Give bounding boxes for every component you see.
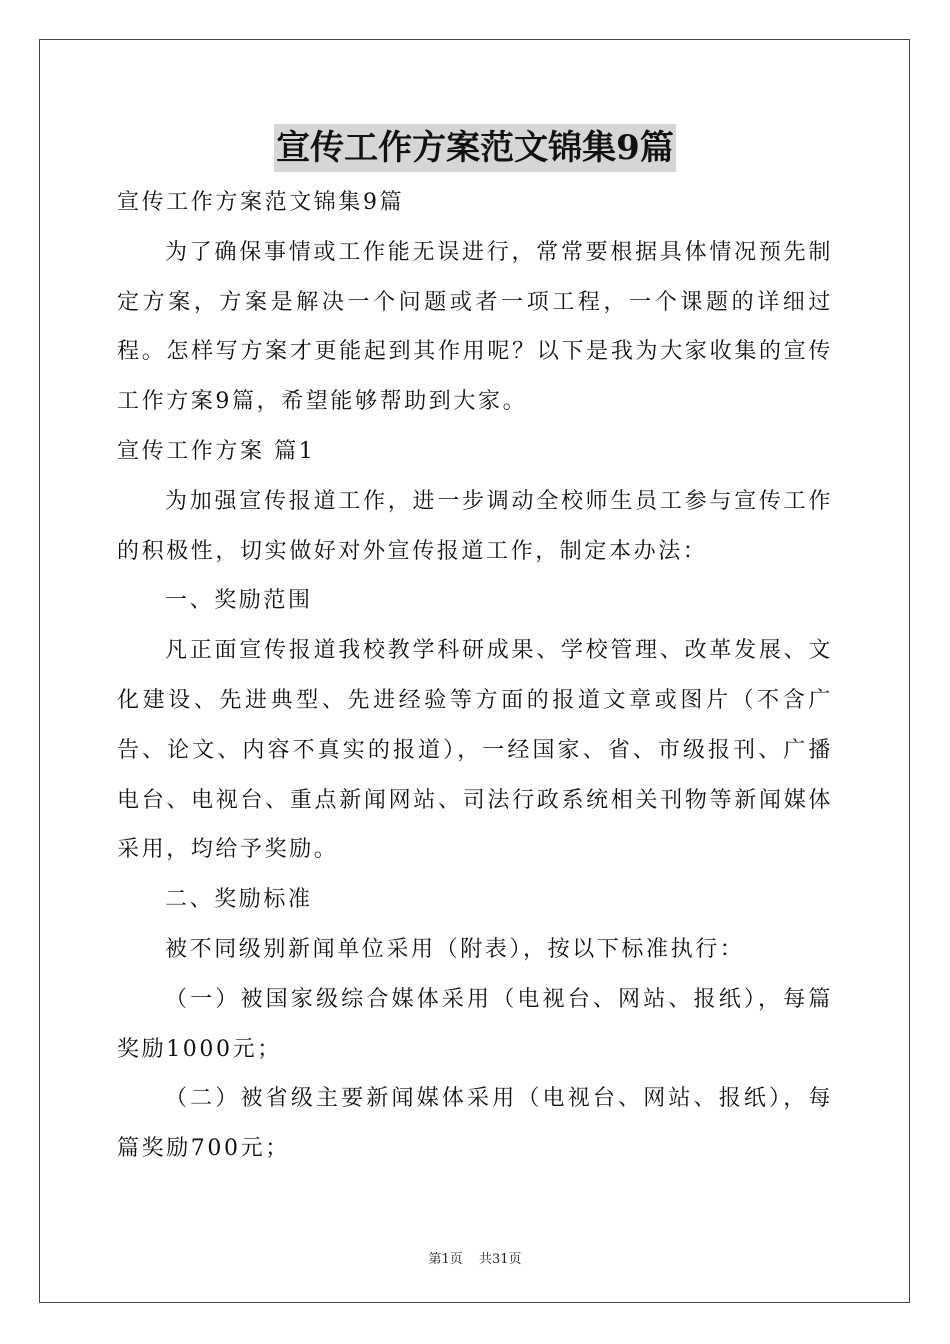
paragraph-national-reward: （一）被国家级综合媒体采用（电视台、网站、报纸），每篇奖励1000元； [117,986,833,1062]
document-title: 宣传工作方案范文锦集9篇 [274,124,676,172]
heading-reward-scope: 一、奖励范围 [165,588,313,614]
paragraph-provincial-reward: （二）被省级主要新闻媒体采用（电视台、网站、报纸），每篇奖励700元； [117,1086,833,1162]
page-footer [0,1248,950,1267]
page-number: 第1页 [428,1252,463,1267]
paragraph-standard-intro: 被不同级别新闻单位采用（附表），按以下标准执行： [165,936,745,962]
title-container [0,124,950,172]
section-heading-1: 宣传工作方案 篇1 [117,438,316,464]
paragraph-purpose: 为加强宣传报道工作，进一步调动全校师生员工参与宣传工作的积极性，切实做好对外宣传报道工作，制定本办法： [117,488,833,564]
intro-paragraph: 为了确保事情或工作能无误进行，常常要根据具体情况预先制定方案，方案是解决一个问题或者一项工程，一个课题的详细过程。怎样写方案才更能起到其作用呢？以下是我为大家收集的宣传工作方案9篇，希望能够帮助到大家。 [117,239,833,415]
page-total: 共31页 [478,1252,522,1267]
paragraph-reward-scope: 凡正面宣传报道我校教学科研成果、学校管理、改革发展、文化建设、先进典型、先进经验等方面的报道文章或图片（不含广告、论文、内容不真实的报道），一经国家、省、市级报刊、广播电台、电视台、重点新闻网站、司法行政系统相关刊物等新闻媒体采用，均给予奖励。 [117,638,833,863]
document-body [117,178,833,1174]
heading-reward-standard: 二、奖励标准 [165,887,313,913]
subtitle-line: 宣传工作方案范文锦集9篇 [117,190,405,215]
